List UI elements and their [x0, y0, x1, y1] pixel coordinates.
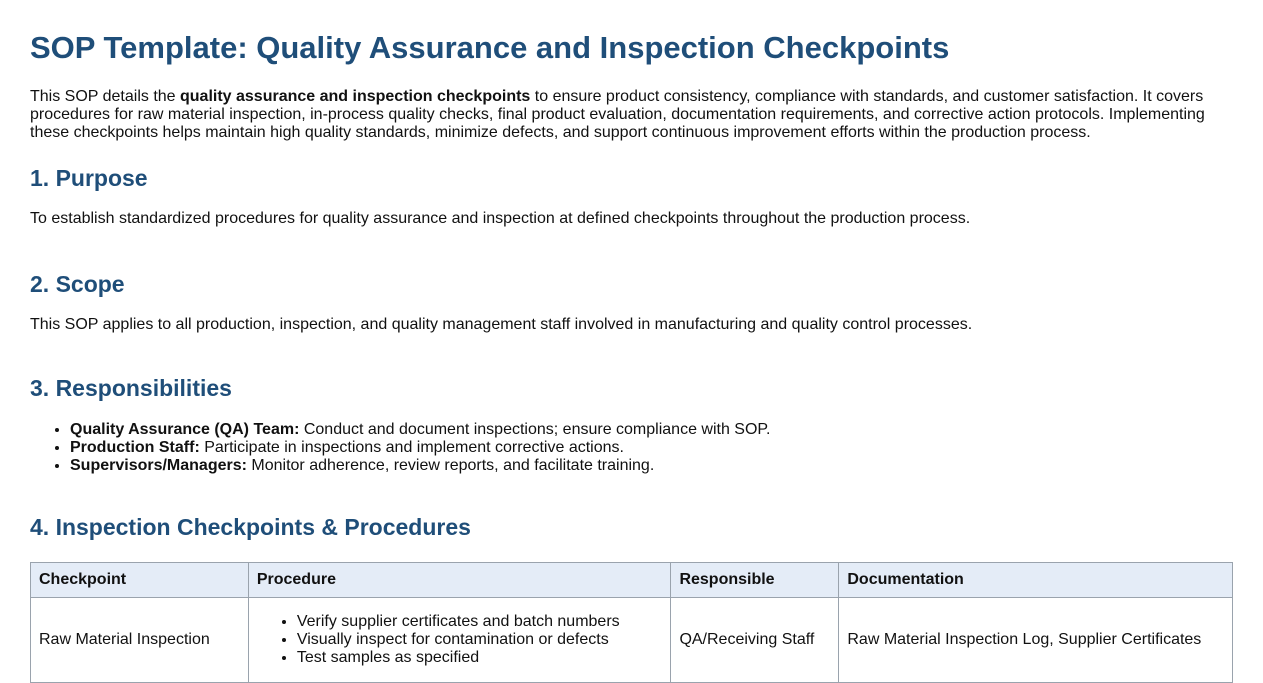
responsibility-item-supervisors: [70, 457, 1233, 475]
purpose-heading: 1. Purpose: [30, 165, 148, 191]
column-header-checkpoint: Checkpoint: [31, 563, 249, 598]
intro-text-start: This SOP details the: [30, 88, 180, 105]
purpose-text: To establish standardized procedures for quality assurance and inspection at defined checkpoints throughout the production process.: [30, 210, 971, 227]
column-header-responsible: Responsible: [671, 563, 839, 598]
procedure-steps-list: [257, 613, 663, 667]
scope-heading: 2. Scope: [30, 271, 125, 297]
column-header-procedure: Procedure: [248, 563, 671, 598]
inspection-heading: 4. Inspection Checkpoints & Procedures: [30, 514, 471, 540]
procedure-step: • Verify supplier certificates and batch numbers: [297, 613, 663, 631]
responsibility-role: Supervisors/Managers:: [70, 457, 247, 474]
intro-paragraph: [30, 88, 1233, 142]
responsibility-description: Conduct and document inspections; ensure compliance with SOP.: [299, 421, 771, 438]
page-title: SOP Template: Quality Assurance and Inspection Checkpoints: [30, 30, 950, 65]
responsibility-role: Quality Assurance (QA) Team:: [70, 421, 300, 438]
procedure-step: • Test samples as specified: [297, 649, 663, 667]
responsibilities-heading: 3. Responsibilities: [30, 375, 232, 401]
checkpoint-cell: Raw Material Inspection: [31, 598, 249, 683]
scope-text: This SOP applies to all production, inspection, and quality management staff involved in manufacturing and quality control processes.: [30, 316, 973, 333]
documentation-cell: Raw Material Inspection Log, Supplier Certificates: [839, 598, 1233, 683]
table-header-row: [31, 563, 1233, 598]
table-row: [31, 598, 1233, 683]
responsible-cell: QA/Receiving Staff: [671, 598, 839, 683]
responsibility-description: Monitor adherence, review reports, and facilitate training.: [246, 457, 655, 474]
procedure-step: • Visually inspect for contamination or defects: [297, 631, 663, 649]
intro-text-end: to ensure product consistency, compliance with standards, and customer satisfaction. It covers procedures for raw material inspection, in-process quality checks, final product evaluation, documentation requirements, and corrective action protocols. Implementing these checkpoints helps maintain high quality standards, minimize defects, and support continuous improvement efforts within the production process.: [30, 88, 1205, 141]
responsibility-role: Production Staff:: [70, 439, 200, 456]
inspection-table: [30, 562, 1233, 683]
responsibility-item-production-staff: [70, 439, 1233, 457]
responsibility-description: Participate in inspections and implement corrective actions.: [199, 439, 624, 456]
responsibilities-list: [30, 421, 1233, 475]
responsibility-item-qa-team: [70, 421, 1233, 439]
intro-bold-text: quality assurance and inspection checkpoints: [180, 88, 531, 105]
column-header-documentation: Documentation: [839, 563, 1233, 598]
procedure-cell: [248, 598, 671, 683]
